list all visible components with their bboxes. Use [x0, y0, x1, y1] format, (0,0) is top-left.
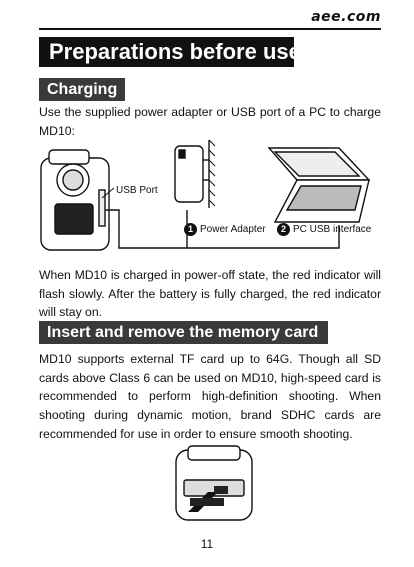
power-adapter-device — [175, 140, 215, 208]
brand-logo: aee.com — [311, 9, 381, 25]
charging-illustration — [39, 140, 379, 260]
usb-port-label: USB Port — [116, 185, 158, 196]
charging-intro: Use the supplied power adapter or USB port of a PC to charge MD10: — [39, 105, 381, 138]
memory-card-illustration — [170, 446, 260, 526]
header-rule — [39, 28, 381, 30]
step-number-1: 1 — [184, 223, 197, 236]
pc-usb-caption — [277, 223, 371, 236]
power-adapter-label: Power Adapter — [200, 224, 266, 236]
page-title: Preparations before use — [39, 37, 294, 67]
page-number: 11 — [200, 537, 214, 551]
charging-body: When MD10 is charged in power-off state, the red indicator will flash slowly. After the battery is fully charged, the red indicator will stay on. — [39, 268, 381, 320]
step-number-2: 2 — [277, 223, 290, 236]
section-heading-charging: Charging — [39, 78, 125, 101]
pc-usb-label: PC USB interface — [293, 224, 372, 236]
camera-device — [41, 150, 109, 250]
memory-body: MD10 supports external TF card up to 64G. Though all SD cards above Class 6 can be used on MD10, high-speed card is recommended to perform high-definition shooting. When shooting during dynamic motion, brand SDHC cards are recommended for use in order to ensure smooth shooting. — [39, 352, 381, 441]
laptop-device — [269, 148, 369, 222]
section-heading-memory: Insert and remove the memory card — [39, 321, 328, 344]
power-adapter-caption — [184, 223, 266, 236]
